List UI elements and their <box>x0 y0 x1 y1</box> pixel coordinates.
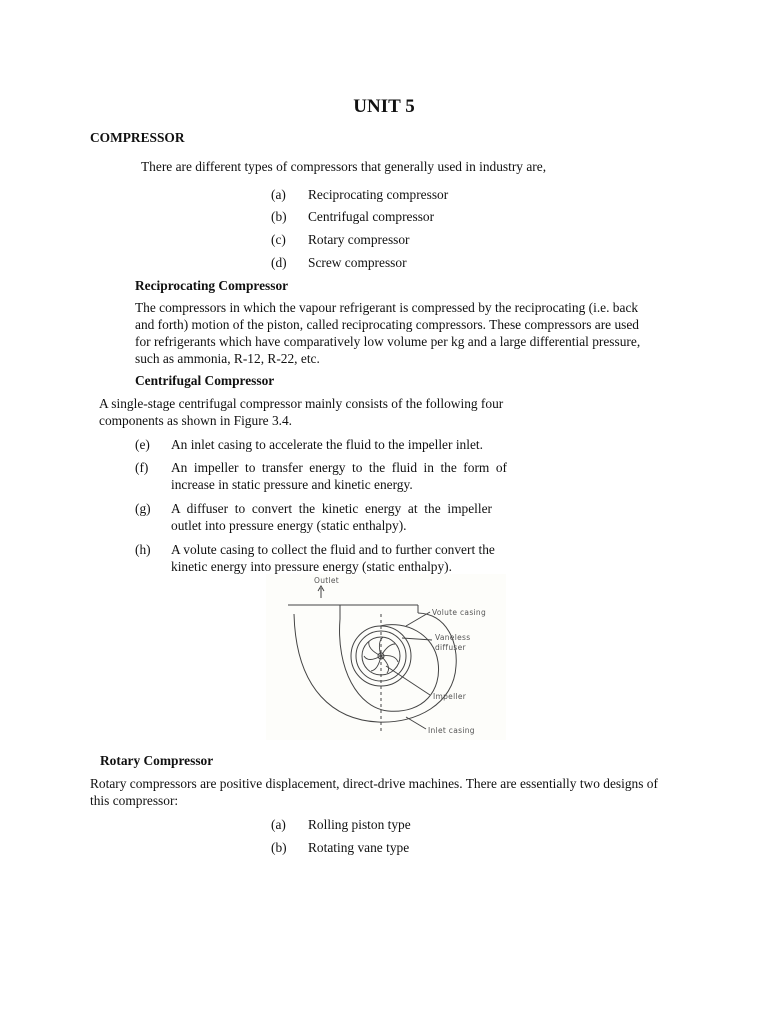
paragraph-line: components as shown in Figure 3.4. <box>99 413 293 428</box>
centrifugal-compressor-figure <box>266 574 506 740</box>
list-marker: (c) <box>271 232 286 247</box>
component-line: A diffuser to convert the kinetic energy at the impeller <box>171 501 492 516</box>
list-marker: (e) <box>135 437 150 452</box>
list-item <box>271 186 571 203</box>
component-item <box>135 541 515 575</box>
component-line: An inlet casing to accelerate the fluid to the impeller inlet. <box>171 437 483 452</box>
centrifugal-heading: Centrifugal Compressor <box>135 373 275 388</box>
section-heading: COMPRESSOR <box>90 130 185 145</box>
list-text: Screw compressor <box>308 255 407 270</box>
component-item <box>135 459 515 493</box>
inlet-casing-label: Inlet casing <box>428 726 475 735</box>
impeller-blades <box>364 637 398 673</box>
list-item <box>271 254 571 271</box>
component-item <box>135 436 515 453</box>
impeller-label: Impeller <box>433 692 467 701</box>
list-text: Rotating vane type <box>308 840 410 855</box>
paragraph-line: for refrigerants which have comparatively low volume per kg and a large differential pressure, <box>135 334 641 349</box>
paragraph-line: The compressors in which the vapour refrigerant is compressed by the reciprocating (i.e. back <box>135 300 639 315</box>
list-marker: (h) <box>135 542 151 557</box>
list-item <box>271 208 571 225</box>
intro-text: There are different types of compressors that generally used in industry are, <box>141 159 547 174</box>
paragraph-line: such as ammonia, R-12, R-22, etc. <box>135 351 320 366</box>
paragraph-line: this compressor: <box>90 793 179 808</box>
page-title: UNIT 5 <box>353 96 415 117</box>
list-text: Reciprocating compressor <box>308 187 449 202</box>
volute-leader-line <box>406 612 430 626</box>
component-line: outlet into pressure energy (static enthalpy). <box>171 518 407 533</box>
inlet-leader-line <box>406 717 426 729</box>
list-text: Centrifugal compressor <box>308 209 435 224</box>
list-text: Rotary compressor <box>308 232 410 247</box>
list-marker: (a) <box>271 187 286 202</box>
list-item <box>271 839 571 856</box>
component-line: An impeller to transfer energy to the fluid in the form of <box>171 460 507 475</box>
list-marker: (b) <box>271 840 287 855</box>
component-line: A volute casing to collect the fluid and to further convert the <box>171 542 495 557</box>
list-marker: (d) <box>271 255 287 270</box>
centrifugal-intro <box>99 395 503 429</box>
reciprocating-heading: Reciprocating Compressor <box>135 278 289 293</box>
volute-outer-curve <box>294 613 456 722</box>
vaneless-label: Vaneless <box>435 633 471 642</box>
rotary-heading: Rotary Compressor <box>100 753 214 768</box>
component-item <box>135 500 515 534</box>
list-marker: (b) <box>271 209 287 224</box>
list-marker: (a) <box>271 817 286 832</box>
component-line: kinetic energy into pressure energy (static enthalpy). <box>171 559 452 574</box>
volute-casing-label: Volute casing <box>432 608 487 617</box>
diffuser-label: diffuser <box>435 643 466 652</box>
rotary-paragraph <box>90 775 658 809</box>
list-marker: (f) <box>135 460 149 475</box>
reciprocating-paragraph <box>135 299 640 367</box>
list-marker: (g) <box>135 501 151 516</box>
list-item <box>271 231 571 248</box>
paragraph-line: and forth) motion of the piston, called reciprocating compressors. These compressors are used <box>135 317 639 332</box>
paragraph-line: A single-stage centrifugal compressor mainly consists of the following four <box>99 396 504 411</box>
list-text: Rolling piston type <box>308 817 411 832</box>
impeller-leader-line <box>386 666 430 695</box>
paragraph-line: Rotary compressors are positive displacement, direct-drive machines. There are essentially two designs of <box>90 776 658 791</box>
list-item <box>271 816 571 833</box>
outlet-label: Outlet <box>314 576 340 585</box>
component-line: increase in static pressure and kinetic energy. <box>171 477 413 492</box>
